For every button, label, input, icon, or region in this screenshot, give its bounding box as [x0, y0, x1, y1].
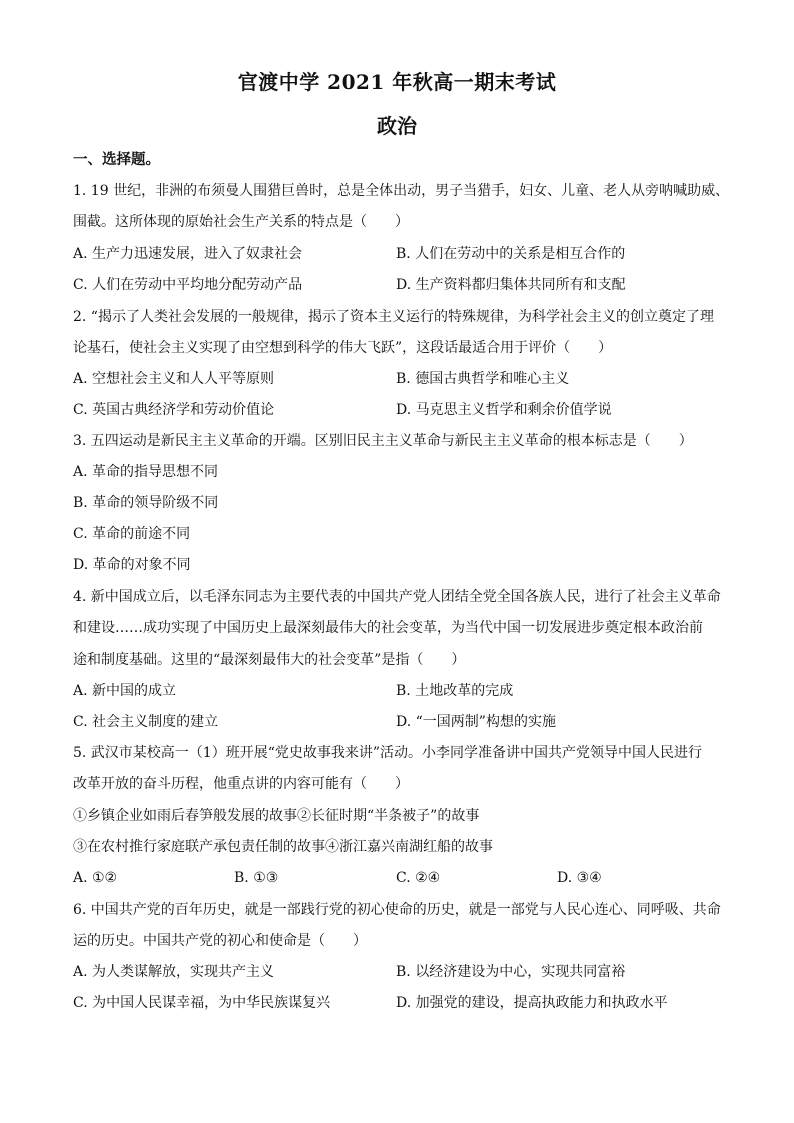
question-2-stem-line-2: 论基石，使社会主义实现了由空想到科学的伟大飞跃”，这段话最适合用于评价（ ）: [73, 340, 613, 356]
question-5-option-c: C. ②④: [396, 870, 441, 886]
question-3-option-c: C. 革命的前途不同: [73, 526, 191, 542]
exam-title: 官渡中学 2021 年秋高一期末考试: [237, 70, 557, 94]
question-6-option-a: A. 为人类谋解放，实现共产主义: [73, 964, 275, 980]
question-2-option-b: B. 德国古典哲学和唯心主义: [396, 371, 570, 387]
question-4-option-a: A. 新中国的成立: [73, 683, 177, 699]
question-4-option-c: C. 社会主义制度的建立: [73, 714, 219, 730]
question-2-option-d: D. 马克思主义哲学和剩余价值学说: [396, 402, 612, 418]
question-5-statement-line-2: ③在农村推行家庭联产承包责任制的故事④浙江嘉兴南湖红船的故事: [73, 839, 493, 855]
question-4-stem-line-2: 和建设……成功实现了中国历史上最深刻最伟大的社会变革，为当代中国一切发展进步奠定根本政治前: [73, 620, 703, 636]
question-6-option-d: D. 加强党的建设，提高执政能力和执政水平: [396, 995, 668, 1011]
question-3-option-b: B. 革命的领导阶级不同: [73, 495, 219, 511]
question-2-option-c: C. 英国古典经济学和劳动价值论: [73, 402, 275, 418]
question-1-stem-line-2: 围截。这所体现的原始社会生产关系的特点是（ ）: [73, 214, 409, 230]
question-6-stem-line-1: 6. 中国共产党的百年历史，就是一部践行党的初心使命的历史，就是一部党与人民心连心、同呼吸、共命: [73, 902, 721, 918]
question-5-stem-line-1: 5. 武汉市某校高一（1）班开展“党史故事我来讲”活动。小李同学准备讲中国共产党领导中国人民进行: [73, 745, 703, 761]
question-6-option-b: B. 以经济建设为中心，实现共同富裕: [396, 964, 626, 980]
question-4-option-d: D. “一国两制”构想的实施: [396, 714, 556, 730]
question-6-option-c: C. 为中国人民谋幸福，为中华民族谋复兴: [73, 995, 331, 1011]
question-3-option-a: A. 革命的指导思想不同: [73, 464, 219, 480]
question-1-stem-line-1: 1. 19 世纪，非洲的布须曼人围猎巨兽时，总是全体出动，男子当猎手，妇女、儿童、老人从旁呐喊助威、: [73, 183, 730, 199]
section-heading: 一、选择题。: [73, 151, 160, 168]
question-5-option-a: A. ①②: [73, 870, 118, 886]
question-5-option-b: B. ①③: [234, 870, 279, 886]
question-1-option-c: C. 人们在劳动中平均地分配劳动产品: [73, 277, 303, 293]
question-6-stem-line-2: 运的历史。中国共产党的初心和使命是（ ）: [73, 933, 367, 949]
question-5-statement-line-1: ①乡镇企业如雨后春笋般发展的故事②长征时期“半条被子”的故事: [73, 808, 480, 824]
question-4-option-b: B. 土地改革的完成: [396, 683, 514, 699]
question-5-stem-line-2: 改革开放的奋斗历程，他重点讲的内容可能有（ ）: [73, 776, 409, 792]
question-5-option-d: D. ③④: [557, 870, 602, 886]
question-3-option-d: D. 革命的对象不同: [73, 557, 191, 573]
question-1-option-a: A. 生产力迅速发展，进入了奴隶社会: [73, 246, 303, 262]
question-1-option-d: D. 生产资料都归集体共同所有和支配: [396, 277, 626, 293]
exam-subject: 政治: [377, 114, 417, 138]
question-1-option-b: B. 人们在劳动中的关系是相互合作的: [396, 246, 626, 262]
question-4-stem-line-1: 4. 新中国成立后，以毛泽东同志为主要代表的中国共产党人团结全党全国各族人民，进行了社会主义革命: [73, 589, 721, 605]
question-2-stem-line-1: 2. “揭示了人类社会发展的一般规律，揭示了资本主义运行的特殊规律，为科学社会主义的创立奠定了理: [73, 309, 714, 325]
question-4-stem-line-3: 途和制度基础。这里的“最深刻最伟大的社会变革”是指（ ）: [73, 652, 466, 668]
question-3-stem-line-1: 3. 五四运动是新民主主义革命的开端。区别旧民主主义革命与新民主主义革命的根本标志是（ ）: [73, 433, 693, 449]
question-2-option-a: A. 空想社会主义和人人平等原则: [73, 371, 275, 387]
